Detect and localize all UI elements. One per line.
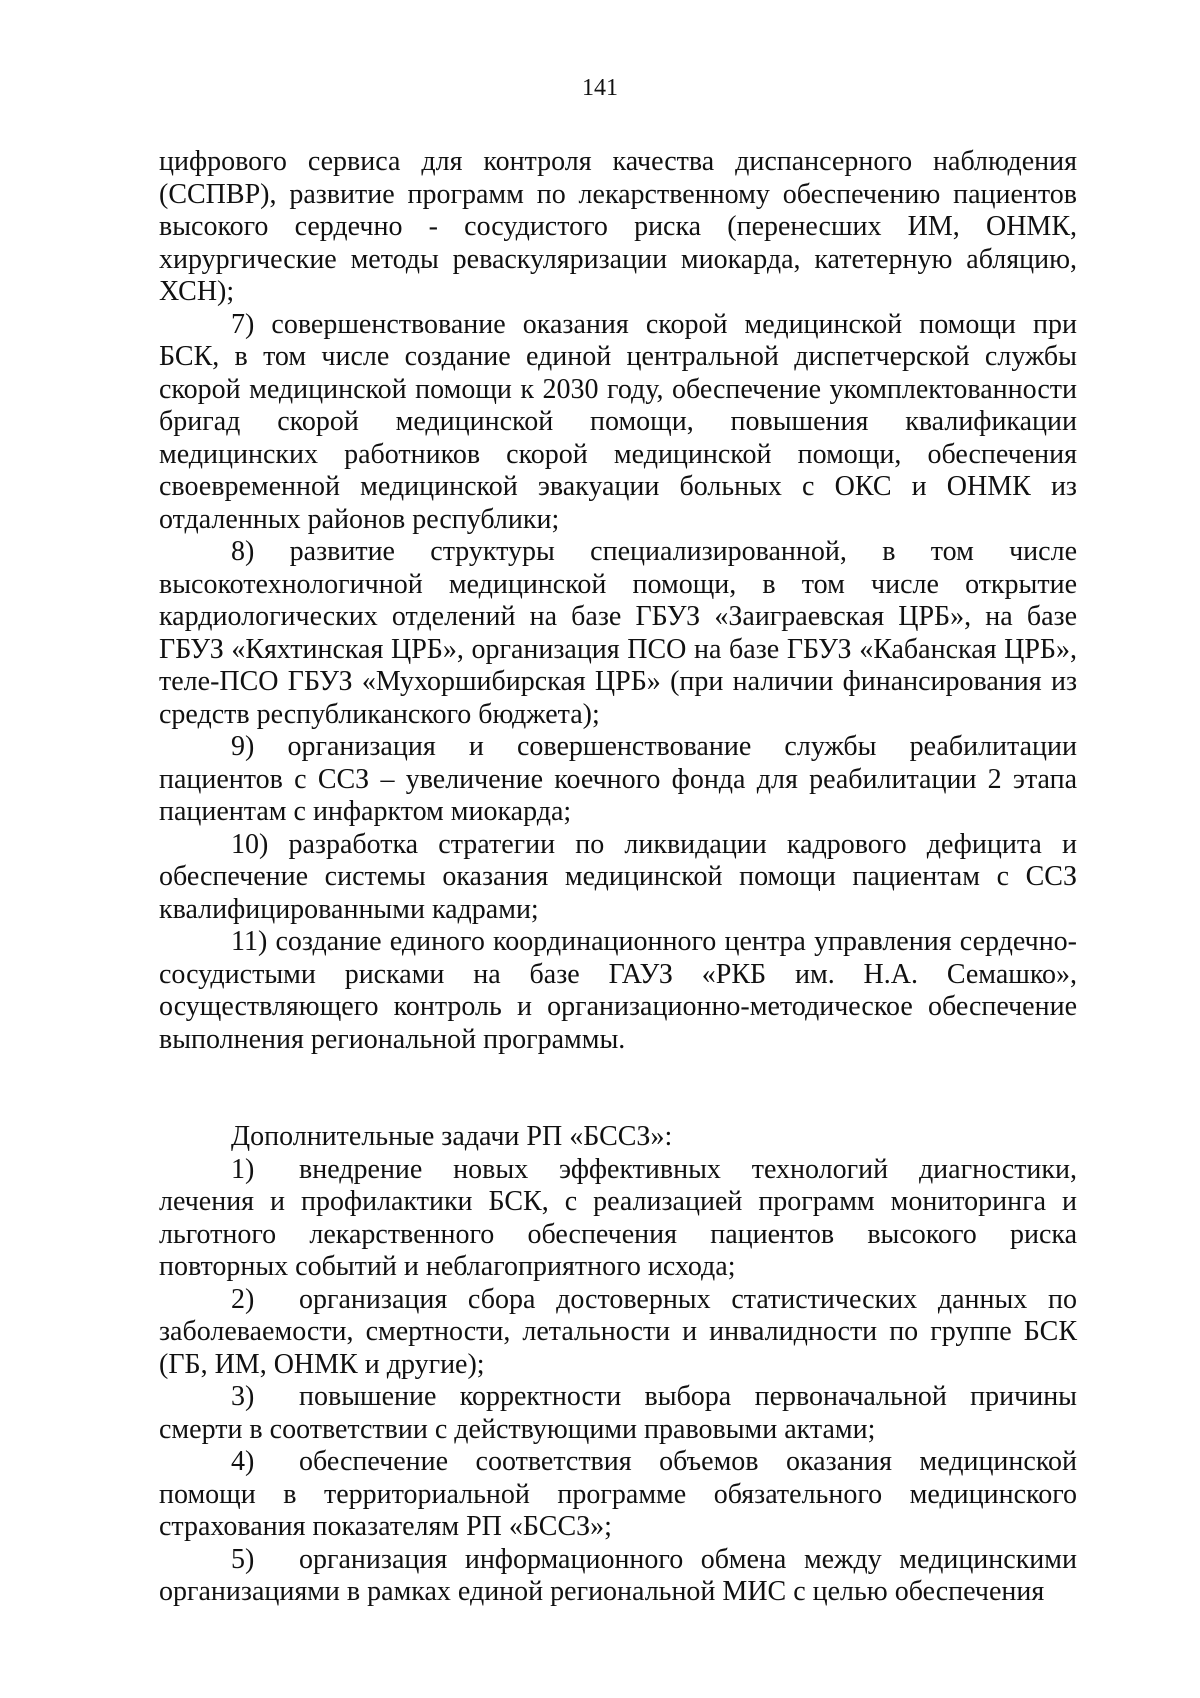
paragraph-item-10: 10) разработка стратегии по ликвидации кадрового дефицита и обеспечение системы оказания медицинской помощи пациентам с ССЗ квалифицированными кадрами; xyxy=(159,828,1077,925)
additional-item-1 xyxy=(159,1154,1077,1284)
paragraph-item-7: 7) совершенствование оказания скорой медицинской помощи при БСК, в том числе создание единой центральной диспетчерской службы скорой медицинской помощи к 2030 году, обеспечение укомплектованности бригад скорой медицинской помощи, повышения квалификации медицинских работников скорой медицинской помощи, обеспечения своевременной медицинской эвакуации больных с ОКС и ОНМК из отдаленных районов республики; xyxy=(159,308,1077,535)
additional-item-number: 5) xyxy=(231,1543,255,1575)
additional-item-3 xyxy=(159,1381,1077,1446)
paragraph-continuation: цифрового сервиса для контроля качества диспансерного наблюдения (ССПВР), развитие программ по лекарственному обеспечению пациентов высокого сердечно - сосудистого риска (перенесших ИМ, ОНМК, хирургические методы реваскуляризации миокарда, катетерную абляцию, ХСН); xyxy=(159,146,1077,307)
additional-item-text: организация сбора достоверных статистических данных по заболеваемости, смертности, летальности и инвалидности по группе БСК (ГБ, ИМ, ОНМК и другие); xyxy=(159,1283,1077,1380)
additional-item-text: повышение корректности выбора первоначальной причины смерти в соответствии с действующими правовыми актами; xyxy=(159,1381,1077,1445)
paragraph-item-9: 9) организация и совершенствование службы реабилитации пациентов с ССЗ – увеличение коечного фонда для реабилитации 2 этапа пациентам с инфарктом миокарда; xyxy=(159,731,1077,827)
page-number: 141 xyxy=(582,75,618,101)
additional-item-text: внедрение новых эффективных технологий диагностики, лечения и профилактики БСК, с реализацией программ мониторинга и льготного лекарственного обеспечения пациентов высокого риска повторных событий и неблагоприятного исхода; xyxy=(159,1153,1077,1282)
additional-item-4 xyxy=(159,1446,1077,1544)
paragraph-item-8: 8) развитие структуры специализированной, в том числе высокотехнологичной медицинской помощи, в том числе открытие кардиологических отделений на базе ГБУЗ «Заиграевская ЦРБ», на базе ГБУЗ «Кяхтинская ЦРБ», организация ПСО на базе ГБУЗ «Кабанская ЦРБ», теле-ПСО ГБУЗ «Мухоршибирская ЦРБ» (при наличии финансирования из средств республиканского бюджета); xyxy=(159,536,1077,730)
additional-item-number: 1) xyxy=(231,1153,255,1185)
additional-item-number: 4) xyxy=(231,1446,255,1477)
additional-item-text: организация информационного обмена между медицинскими организациями в рамках единой региональной МИС с целью обеспечения xyxy=(159,1543,1077,1607)
additional-tasks-heading: Дополнительные задачи РП «БССЗ»: xyxy=(231,1121,673,1152)
paragraph-spacer xyxy=(159,1056,1077,1121)
paragraph-item-11: 11) создание единого координационного центра управления сердечно-сосудистыми рисками на базе ГАУЗ «РКБ им. Н.А. Семашко», осуществляющего контроль и организационно-методическое обеспечение выполнения региональной программы. xyxy=(159,926,1077,1055)
additional-item-number: 2) xyxy=(231,1283,255,1315)
document-body xyxy=(159,146,1077,1609)
additional-item-number: 3) xyxy=(231,1381,255,1412)
additional-item-5 xyxy=(159,1544,1077,1609)
additional-item-text: обеспечение соответствия объемов оказания медицинской помощи в территориальной программе обязательного медицинского страхования показателям РП «БССЗ»; xyxy=(159,1446,1077,1542)
additional-item-2 xyxy=(159,1284,1077,1382)
